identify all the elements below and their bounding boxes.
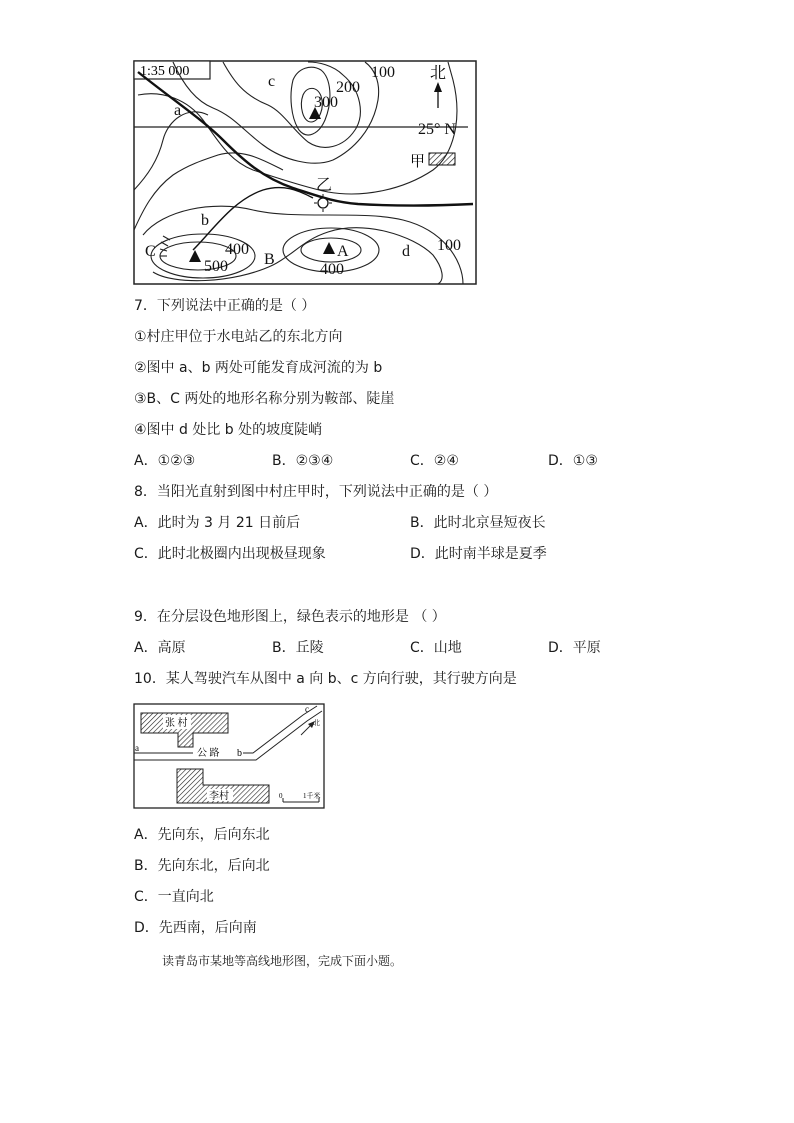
question-7-stem: 7．下列说法中正确的是（ ） — [134, 298, 316, 314]
village-li-label: 李村 — [209, 791, 229, 802]
question-7-statement-2: ②图中 a、b 两处可能发育成河流的为 b — [134, 360, 383, 376]
question-10-stem: 10．某人驾驶汽车从图中 a 向 b、c 方向行驶，其行驶方向是 — [134, 671, 517, 687]
label-C: C — [145, 243, 156, 260]
question-8-option-c[interactable]: C．此时北极圈内出现极昼现象 — [134, 546, 326, 562]
label-b: b — [201, 212, 209, 229]
question-8-option-b[interactable]: B．此时北京昼短夜长 — [410, 515, 546, 531]
legend-village-label: 甲 — [410, 154, 426, 170]
question-9-option-d[interactable]: D．平原 — [548, 640, 601, 656]
question-7-option-b[interactable]: B．②③④ — [272, 453, 334, 469]
contour-200: 200 — [336, 79, 360, 96]
contour-100-right: 100 — [437, 237, 461, 254]
label-yi: 乙 — [316, 177, 333, 194]
north-label-small: 北 — [313, 719, 320, 727]
road-point-c: c — [305, 704, 309, 714]
contour-400-left: 400 — [225, 241, 249, 258]
contour-300: 300 — [314, 94, 338, 111]
question-7-option-d[interactable]: D．①③ — [548, 453, 598, 469]
question-8-option-d[interactable]: D．此时南半球是夏季 — [410, 546, 547, 562]
map-scale-label: 1:35 000 — [140, 64, 190, 79]
question-10-option-d[interactable]: D．先西南，后向南 — [134, 920, 257, 936]
contour-map — [133, 60, 477, 285]
contour-500: 500 — [204, 258, 228, 275]
village-zhang-label: 张 村 — [165, 718, 188, 729]
scale-km: 1千米 — [303, 792, 321, 800]
road-map — [133, 703, 325, 809]
question-8-stem: 8．当阳光直射到图中村庄甲时，下列说法中正确的是（ ） — [134, 484, 498, 500]
north-label: 北 — [430, 65, 447, 82]
latitude-label: 25° N — [418, 121, 456, 138]
village-hatch-icon — [429, 153, 455, 165]
question-7-option-c[interactable]: C．②④ — [410, 453, 459, 469]
road-label: 公 路 — [197, 748, 220, 759]
label-c: c — [268, 73, 276, 90]
label-d: d — [402, 243, 410, 260]
hydropower-station-icon — [318, 198, 328, 208]
label-B: B — [264, 251, 275, 268]
question-9-option-b[interactable]: B．丘陵 — [272, 640, 324, 656]
question-10-option-a[interactable]: A．先向东，后向东北 — [134, 827, 270, 843]
question-9-option-c[interactable]: C．山地 — [410, 640, 462, 656]
contour-100-top: 100 — [371, 64, 395, 81]
question-7-option-a[interactable]: A．①②③ — [134, 453, 196, 469]
reading-instruction: 读青岛市某地等高线地形图，完成下面小题。 — [162, 954, 403, 968]
question-7-statement-3: ③B、C 两处的地形名称分别为鞍部、陡崖 — [134, 391, 395, 407]
road-point-b: b — [237, 748, 242, 759]
question-7-statement-1: ①村庄甲位于水电站乙的东北方向 — [134, 329, 343, 345]
contour-400-A: 400 — [320, 261, 344, 278]
question-8-option-a[interactable]: A．此时为 3 月 21 日前后 — [134, 515, 301, 531]
label-A: A — [337, 243, 349, 260]
road-point-a: a — [135, 743, 139, 753]
question-9-stem: 9．在分层设色地形图上，绿色表示的地形是 （ ） — [134, 609, 446, 625]
question-10-option-c[interactable]: C．一直向北 — [134, 889, 214, 905]
label-a: a — [174, 102, 182, 119]
question-9-option-a[interactable]: A．高原 — [134, 640, 186, 656]
scale-zero: 0 — [279, 792, 283, 800]
question-7-statement-4: ④图中 d 处比 b 处的坡度陡峭 — [134, 422, 323, 438]
question-10-option-b[interactable]: B．先向东北，后向北 — [134, 858, 270, 874]
